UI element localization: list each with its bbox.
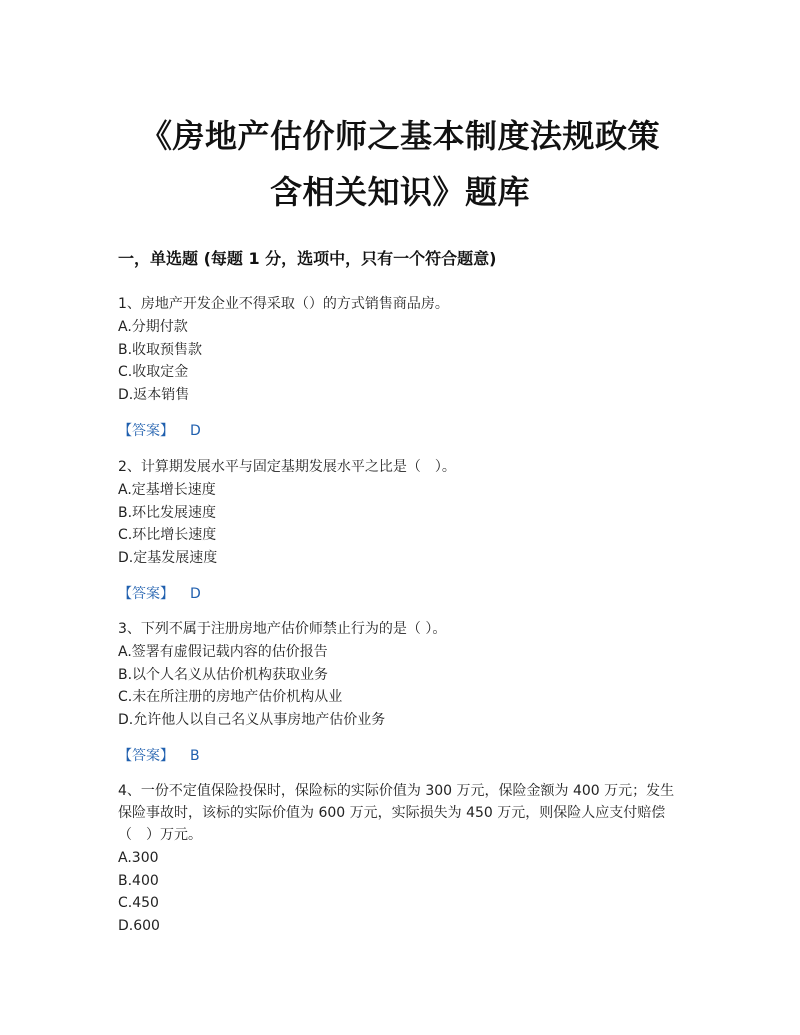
question-stem: 2、计算期发展水平与固定基期发展水平之比是（ ）。: [118, 459, 456, 475]
section-heading: 一，单选题 (每题 1 分，选项中，只有一个符合题意): [118, 249, 497, 268]
question-stem: 4、一份不定值保险投保时，保险标的实际价值为 300 万元，保险金额为 400 万元；发生保险事故时，该标的实际价值为 600 万元，实际损失为 450 万元，则保险人应支付赔偿（ ）万元。: [118, 783, 675, 843]
option-a: A.300: [118, 850, 159, 866]
question-1: [118, 293, 688, 442]
option-d: D.600: [118, 917, 160, 934]
question-4: [118, 780, 688, 937]
option-a: A.定基增长速度: [118, 482, 216, 498]
option-c: C.收取定金: [118, 364, 189, 380]
option-d: D.返本销售: [118, 386, 190, 403]
option-c: C.环比增长速度: [118, 527, 217, 543]
document-title: [100, 108, 700, 220]
option-b: B.环比发展速度: [118, 504, 217, 521]
option-c: C.450: [118, 895, 159, 911]
answer-value: D: [190, 423, 201, 439]
answer-label: 【答案】: [118, 748, 174, 764]
question-stem: 3、下列不属于注册房地产估价师禁止行为的是（ ）。: [118, 621, 447, 637]
question-3: [118, 618, 688, 767]
option-c: C.未在所注册的房地产估价机构从业: [118, 689, 343, 705]
option-b: B.400: [118, 872, 159, 889]
option-b: B.以个人名义从估价机构获取业务: [118, 666, 329, 683]
question-2: [118, 456, 688, 605]
option-d: D.定基发展速度: [118, 549, 218, 566]
answer-label: 【答案】: [118, 423, 174, 439]
title-line-1: 《房地产估价师之基本制度法规政策: [139, 117, 660, 155]
question-stem: 1、房地产开发企业不得采取（）的方式销售商品房。: [118, 296, 449, 312]
option-a: A.签署有虚假记载内容的估价报告: [118, 644, 328, 660]
option-a: A.分期付款: [118, 319, 188, 335]
title-line-2: 含相关知识》题库: [269, 173, 530, 211]
answer-value: B: [190, 748, 200, 764]
answer-value: D: [190, 586, 201, 602]
answer-label: 【答案】: [118, 586, 174, 602]
answer-line: [118, 745, 688, 767]
option-d: D.允许他人以自己名义从事房地产估价业务: [118, 711, 386, 728]
option-b: B.收取预售款: [118, 341, 203, 358]
answer-line: [118, 420, 688, 442]
answer-line: [118, 583, 688, 605]
